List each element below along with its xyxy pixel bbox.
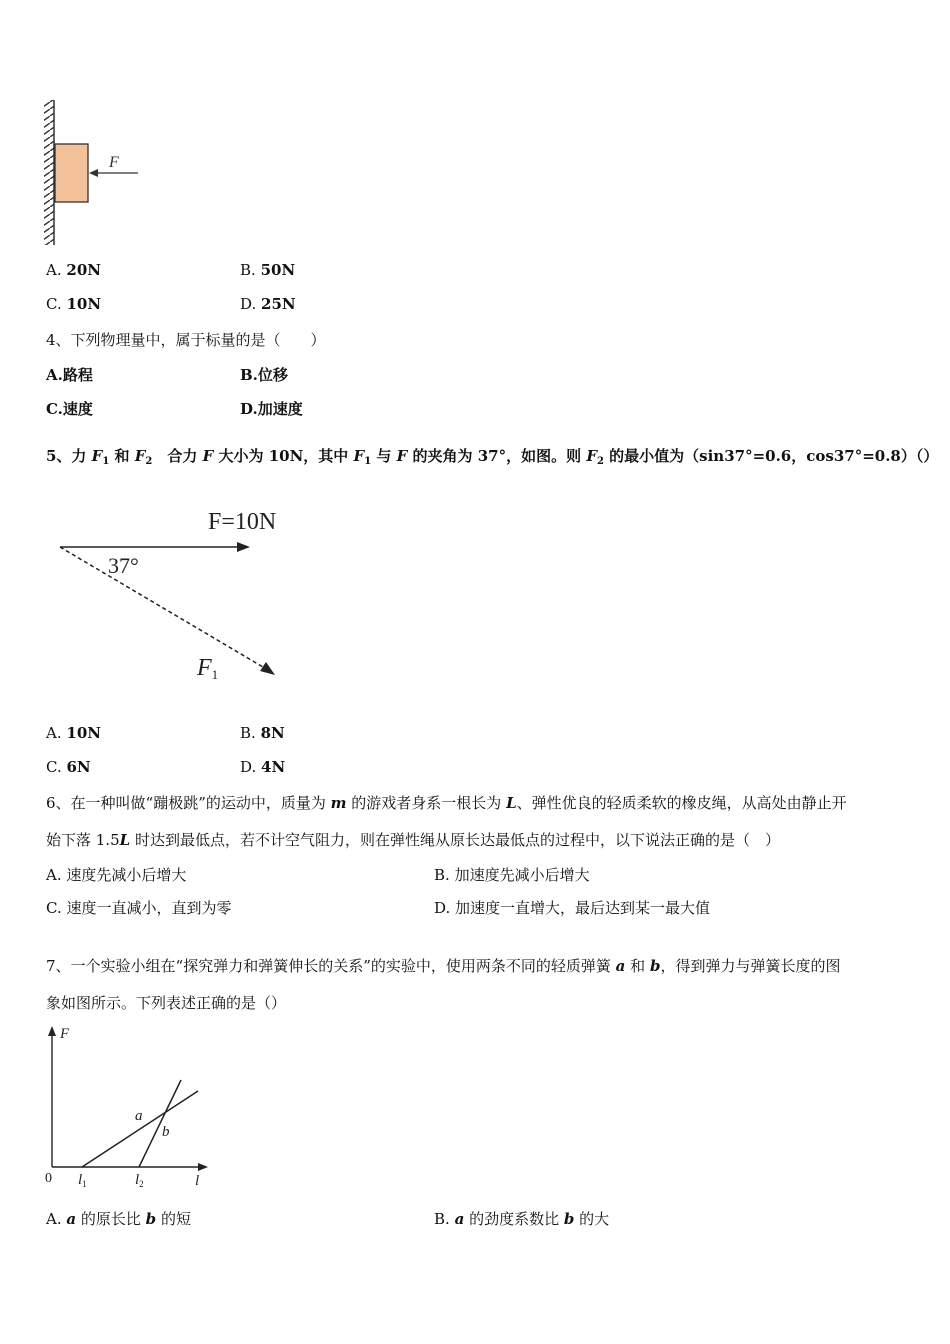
q4-option-d[interactable]: D.加速度 [240,400,303,418]
force-arrowhead [89,169,98,177]
q4-stem: 4、下列物理量中，属于标量的是（ ） [46,331,326,349]
x-axis-label: l [195,1173,200,1189]
l2-label: $l_2$ [135,1172,144,1189]
q6-option-b[interactable]: B. 加速度先减小后增大 [434,866,590,884]
q6-option-a[interactable]: A. 速度先减小后增大 [46,866,187,884]
q6-option-d[interactable]: D. 加速度一直增大，最后达到某一最大值 [434,899,711,917]
line-b [139,1080,181,1167]
x-axis-arrowhead [198,1163,208,1171]
line-a-label: a [135,1108,143,1124]
q7-stem-line2: 象如图所示。下列表述正确的是（） [46,994,287,1012]
line-b-label: b [162,1124,170,1140]
q5-option-b[interactable]: B. 8N [240,724,285,742]
q3-option-b[interactable]: B. 50N [240,261,296,279]
angle-label: 37° [108,553,139,578]
force-angle-figure [50,495,310,695]
q6-stem-line1: 6、在一种叫做“蹦极跳”的运动中，质量为 m 的游戏者身系一根长为 L、弹性优良的轻质柔软的橡皮绳，从高处由静止开 [46,794,847,812]
q7-option-a[interactable]: A. a 的原长比 b 的短 [46,1210,191,1228]
spring-graph-figure [40,1022,220,1197]
q5-option-a[interactable]: A. 10N [46,724,101,742]
wall-hatching [44,100,54,245]
force-label: F [109,154,119,171]
q4-option-c[interactable]: C.速度 [46,400,93,418]
q7-stem-line1: 7、一个实验小组在“探究弹力和弹簧伸长的关系”的实验中，使用两条不同的轻质弹簧 a 和 b，得到弹力与弹簧长度的图 [46,957,841,975]
q3-option-d[interactable]: D. 25N [240,295,296,313]
q7-option-b[interactable]: B. a 的劲度系数比 b 的大 [434,1210,610,1228]
q5-option-d[interactable]: D. 4N [240,758,286,776]
line-a [82,1091,198,1167]
q6-option-c[interactable]: C. 速度一直减小，直到为零 [46,899,232,917]
f1-arrowhead [260,662,275,675]
block [55,144,88,202]
l1-label: $l_1$ [78,1172,87,1189]
q4-option-b[interactable]: B.位移 [240,366,288,384]
q3-option-c[interactable]: C. 10N [46,295,102,313]
origin-label: 0 [45,1171,52,1186]
q6-stem-line2: 始下落 1.5L 时达到最低点，若不计空气阻力，则在弹性绳从原长达最低点的过程中，以下说法正确的是（ ） [46,831,780,849]
f1-dashed-line [60,547,268,670]
y-axis-label: F [60,1026,70,1042]
wall-block-figure [40,95,150,250]
q4-option-a[interactable]: A.路程 [46,366,93,384]
q3-option-a[interactable]: A. 20N [46,261,101,279]
y-axis-arrowhead [48,1026,56,1036]
q5-option-c[interactable]: C. 6N [46,758,91,776]
f-arrowhead [237,542,250,552]
f1-label: F1 [197,655,219,682]
q5-stem: 5、力 $F_1$ 和 $F_2$ 合力 F 大小为 10N，其中 $F_1$ 与 F 的夹角为 37°，如图。则 $F_2$ 的最小值为（sin37°=0.6，cos37°=0.8）（） [46,447,939,467]
f-label: F=10N [208,509,277,535]
